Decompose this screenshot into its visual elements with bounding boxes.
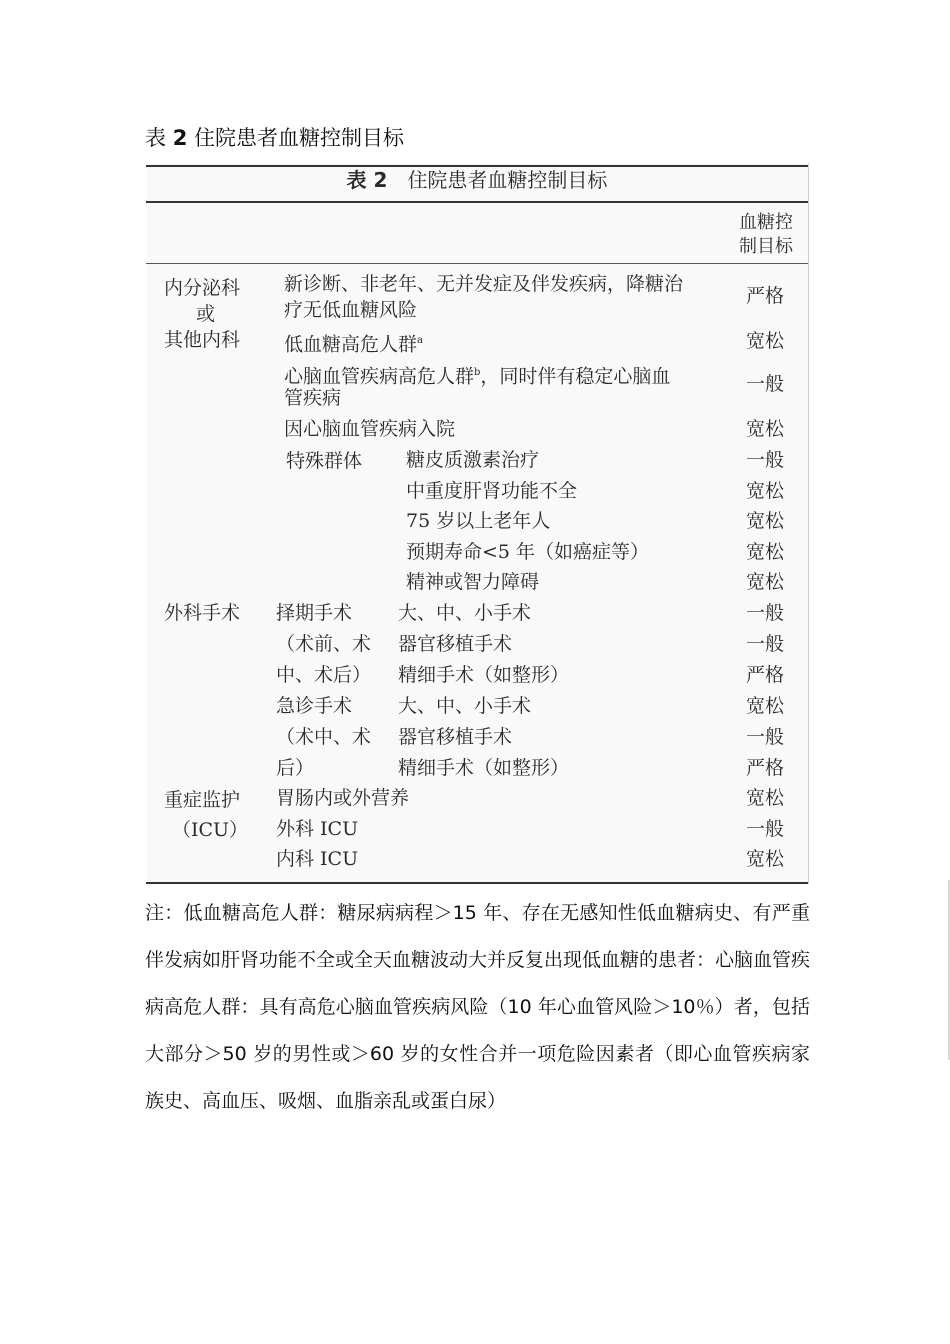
row-target: 严格 — [746, 664, 785, 686]
row-target: 一般 — [746, 818, 785, 840]
row-label: 大、中、小手术 — [398, 602, 532, 624]
row-label: 精细手术（如整形） — [398, 757, 570, 779]
row-label: 75 岁以上老年人 — [406, 510, 551, 532]
row-label: 精神或智力障碍 — [406, 571, 540, 593]
row-label: 中重度肝肾功能不全 — [406, 480, 578, 502]
row-label: 新诊断、非老年、无并发症及伴发疾病，降糖治 — [284, 273, 684, 295]
row-target: 宽松 — [746, 480, 785, 502]
group-icu-1: 重症监护 — [164, 789, 241, 811]
table-footnote: 注：低血糖高危人群：糖尿病病程＞15 年、存在无感知性低血糖病史、有严重伴发病如肝肾功能不全或全天血糖波动大并反复出现低血糖的患者：心脑血管疾病高危人群：具有高危心脑血管疾病风险（10 年心血管风险＞10％）者，包括大部分＞50 岁的男性或＞60 岁的女性合并一项危险因素者（即心血管疾病家族史、高血压、吸烟、血脂亲乱或蛋白尿） — [145, 902, 811, 1112]
subgroup-elective-1: 择期手术 — [276, 602, 353, 624]
subgroup-emergency-1: 急诊手术 — [276, 695, 353, 717]
row-target: 宽松 — [746, 541, 785, 563]
table-header-rule — [146, 201, 808, 203]
caption-number: 2 — [172, 126, 188, 150]
row-target: 宽松 — [746, 695, 785, 717]
row-target: 严格 — [746, 285, 785, 307]
group-endocrine-3: 其他内科 — [164, 329, 241, 351]
subgroup-elective-3: 中、术后） — [276, 664, 372, 686]
subgroup-emergency-3: 后） — [276, 757, 315, 779]
row-target: 一般 — [746, 373, 785, 395]
row-target: 一般 — [746, 633, 785, 655]
row-label: 疗无低血糖风险 — [284, 299, 418, 321]
header-target: 血糖控制目标 — [739, 212, 793, 257]
group-icu-2: （ICU） — [172, 819, 249, 841]
row-target: 宽松 — [746, 848, 785, 870]
table-top-rule — [146, 165, 808, 167]
row-label: 内科 ICU — [276, 848, 359, 870]
group-endocrine-2: 或 — [196, 303, 216, 325]
row-label: 因心脑血管疾病入院 — [284, 418, 456, 440]
table-bottom-rule — [146, 882, 808, 884]
row-label: 胃肠内或外营养 — [276, 787, 410, 809]
table-body-rule — [146, 263, 808, 264]
group-surgery: 外科手术 — [164, 602, 241, 624]
subgroup-elective-2: （术前、术 — [276, 633, 372, 655]
glucose-target-table — [146, 163, 809, 884]
caption-text: 住院患者血糖控制目标 — [194, 126, 404, 150]
row-target: 宽松 — [746, 418, 785, 440]
row-label: 糖皮质激素治疗 — [406, 449, 540, 471]
table-title-text: 住院患者血糖控制目标 — [407, 168, 608, 192]
table-caption — [145, 122, 404, 152]
row-label: 器官移植手术 — [398, 633, 513, 655]
row-label: 低血糖高危人群$^a$ — [284, 333, 423, 356]
row-target: 宽松 — [746, 787, 785, 809]
group-endocrine-1: 内分泌科 — [164, 277, 241, 299]
caption-prefix: 表 — [145, 126, 166, 150]
subgroup-emergency-2: （术中、术 — [276, 726, 372, 748]
subgroup-special: 特殊群体 — [286, 450, 363, 472]
row-label: 心脑血管疾病高危人群$^b$，同时伴有稳定心脑血 — [284, 365, 671, 388]
row-target: 一般 — [746, 449, 785, 471]
row-target: 一般 — [746, 726, 785, 748]
row-label: 器官移植手术 — [398, 726, 513, 748]
table-title — [146, 169, 808, 191]
row-target: 严格 — [746, 757, 785, 779]
row-label: 管疾病 — [284, 387, 342, 409]
row-label: 预期寿命<5 年（如癌症等） — [406, 541, 650, 563]
row-target: 一般 — [746, 602, 785, 624]
row-target: 宽松 — [746, 330, 785, 352]
row-label: 大、中、小手术 — [398, 695, 532, 717]
row-label: 精细手术（如整形） — [398, 664, 570, 686]
row-target: 宽松 — [746, 510, 785, 532]
table-title-label: 表 2 — [346, 168, 388, 192]
row-label: 外科 ICU — [276, 818, 359, 840]
row-target: 宽松 — [746, 571, 785, 593]
